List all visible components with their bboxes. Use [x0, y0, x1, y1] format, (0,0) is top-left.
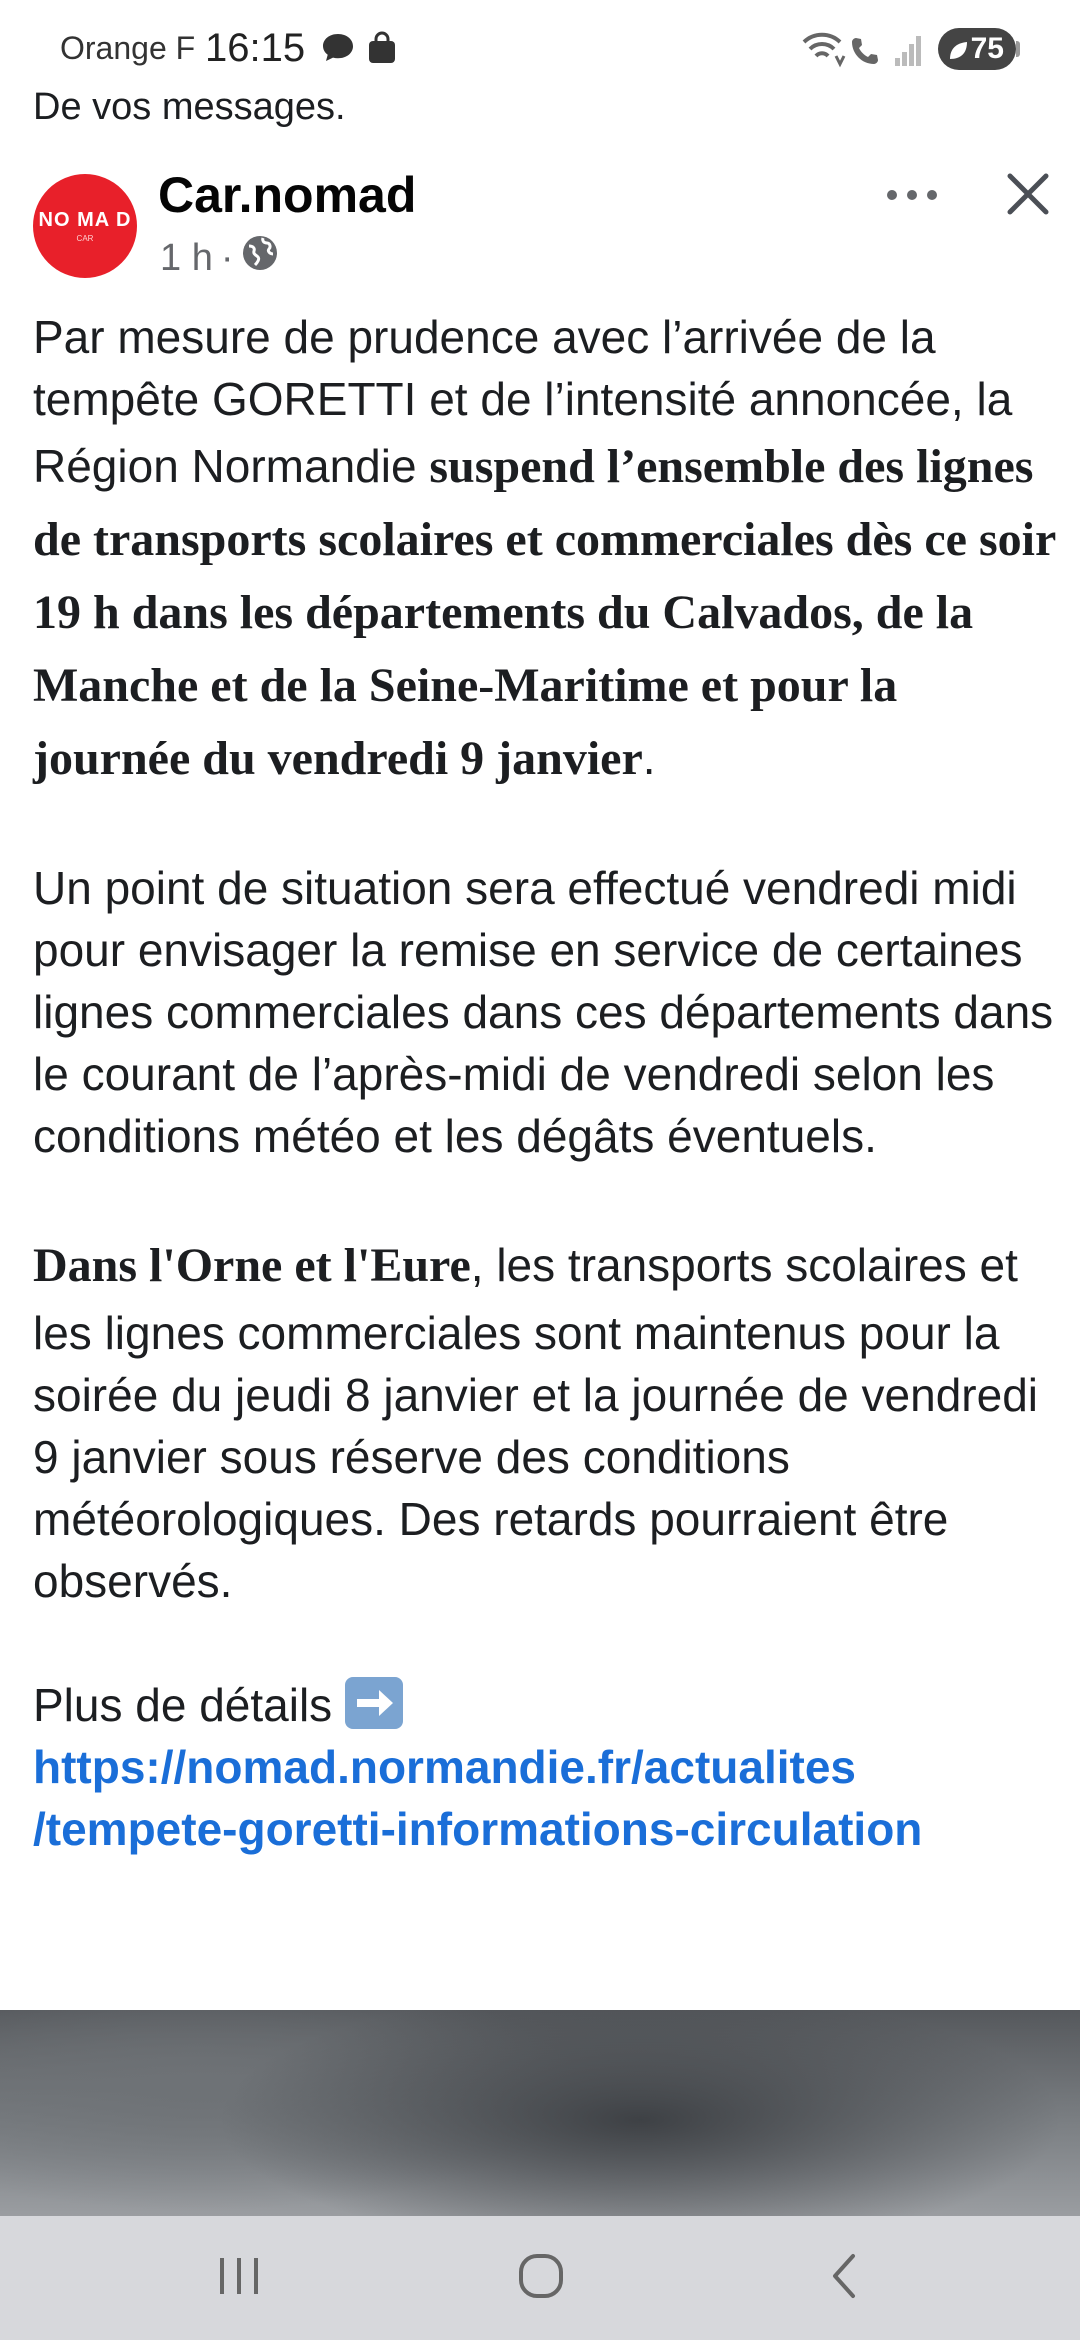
paragraph-3-rest: , les transports scolaires et les lignes commerciales sont maintenus pour la soirée du jeudi 8 janvier et la journée de vendredi 9 janvier sous réserve des conditions météorologiques. Des retards pourraient être observés. [33, 1239, 1038, 1607]
post-details [33, 1674, 1058, 1860]
more-options-button[interactable] [884, 170, 940, 220]
link-line-2: /tempete-goretti-informations-circulation [33, 1803, 923, 1855]
recent-apps-button[interactable] [194, 2246, 284, 2310]
paragraph-1-intro: Par mesure de prudence avec l’arrivée de la tempête GORETTI et de l’intensité annoncée, la Région Normandie [33, 311, 1013, 492]
right-arrow-emoji-icon [345, 1677, 403, 1729]
battery-level: 75 [970, 32, 1004, 65]
post-paragraph-3 [33, 1229, 1058, 1612]
wifi-call-icon [800, 30, 896, 75]
paragraph-1-end: . [642, 732, 656, 784]
more-icon [884, 207, 940, 224]
post-image[interactable] [0, 2010, 1080, 2216]
meta-separator: · [220, 236, 234, 279]
navigation-bar [0, 2216, 1080, 2340]
previous-post-snippet: De vos messages. [33, 86, 346, 128]
post-author[interactable]: Car.nomad [158, 167, 417, 223]
recent-apps-icon [214, 2254, 264, 2303]
page-avatar[interactable] [33, 174, 137, 278]
paragraph-1-bold: suspend l’ensemble des lignes de transports scolaires et commerciales dès ce soir 19 h dans les départements du Calvados, de la Manche et de la Seine-Maritime et pour la journée du vendredi 9 janvier [33, 440, 1056, 785]
shopping-bag-icon [364, 30, 400, 71]
back-icon [825, 2251, 865, 2306]
signal-icon [894, 30, 922, 75]
home-button[interactable] [496, 2246, 586, 2310]
details-label: Plus de détails [33, 1679, 333, 1731]
chat-bubble-icon [320, 30, 356, 71]
post-meta [160, 234, 279, 282]
back-button[interactable] [800, 2246, 890, 2310]
status-bar [0, 0, 1080, 96]
avatar-logo-text: NO MA D [38, 209, 132, 231]
globe-icon [241, 234, 279, 282]
paragraph-3-bold: Dans l'Orne et l'Eure [33, 1239, 471, 1292]
link-line-1: https://nomad.normandie.fr/actualites [33, 1741, 856, 1793]
post-paragraph-2: Un point de situation sera effectué vendredi midi pour envisager la remise en service de certaines lignes commerciales dans ces départements dans le courant de l’après-midi de vendredi selon les conditions météo et les dégâts éventuels. [33, 862, 1054, 1162]
avatar-logo-sub: CAR [76, 234, 94, 243]
status-time: 16:15 [205, 26, 306, 70]
details-link[interactable] [33, 1736, 1058, 1860]
post-text [33, 306, 1058, 1860]
close-button[interactable] [1000, 166, 1056, 222]
carrier-name: Orange F [60, 30, 196, 66]
home-icon [516, 2251, 566, 2306]
battery-saver-icon [946, 37, 970, 71]
post-paragraph-1 [33, 306, 1058, 795]
close-icon [1000, 209, 1056, 226]
battery-indicator [938, 28, 1016, 70]
post-time: 1 h [160, 236, 213, 279]
